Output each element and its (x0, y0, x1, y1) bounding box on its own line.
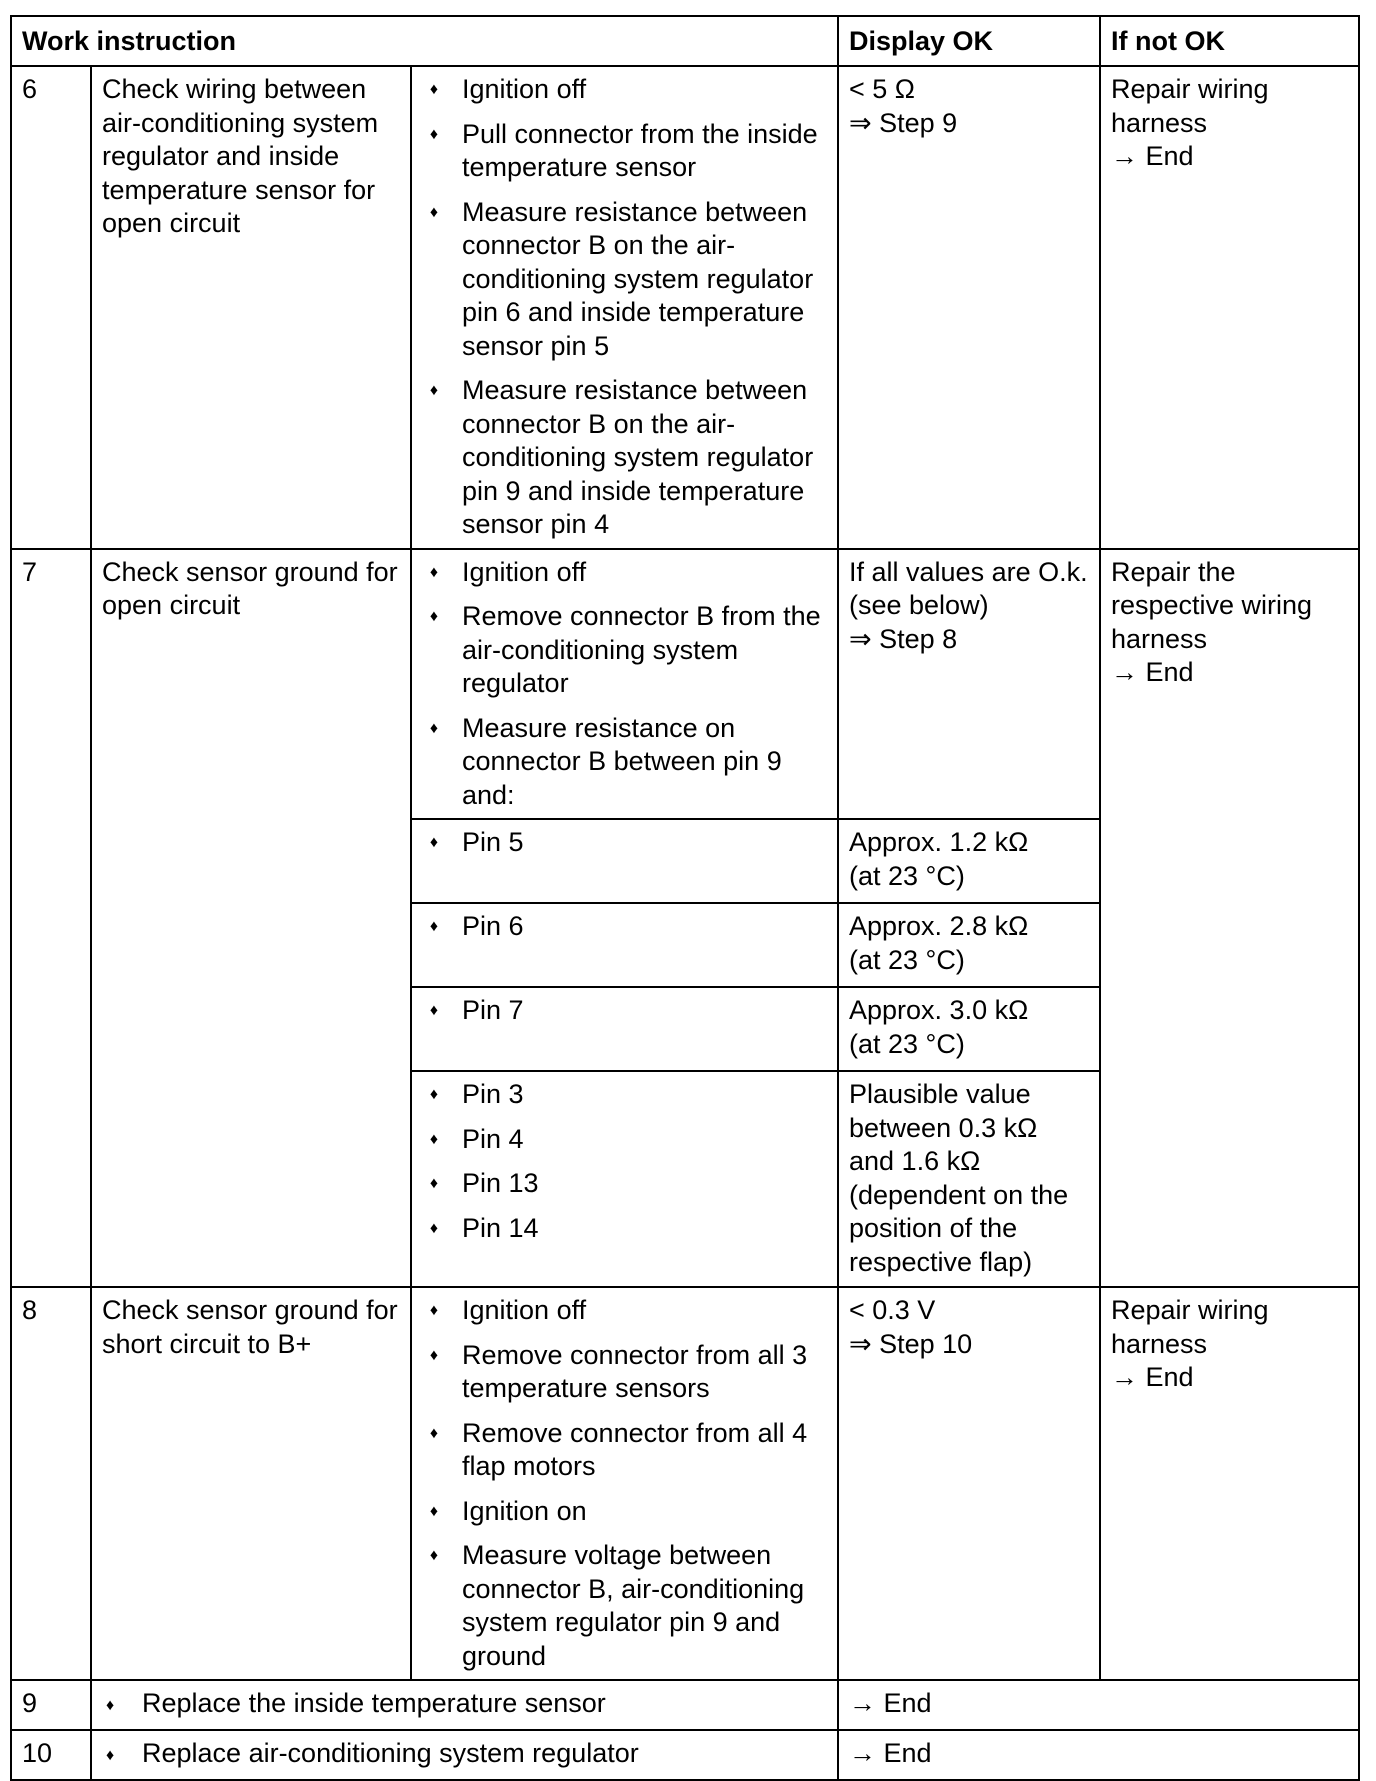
step-number: 6 (11, 66, 91, 549)
step-actions (411, 1287, 838, 1680)
pin-item: ♦ Pin 13 (422, 1167, 827, 1201)
diamond-bullet-icon: ♦ (429, 125, 439, 143)
action-item: ♦ Pull connector from the inside temperature sensor (422, 118, 827, 185)
if-not-ok-cell (1100, 549, 1359, 1288)
action-item: ♦ Remove connector from all 3 temperature sensors (422, 1339, 827, 1406)
display-ok-text: If all values are O.k. (849, 556, 1088, 587)
diamond-bullet-icon: ♦ (106, 1697, 115, 1714)
pin-item: ♦ Pin 7 (422, 994, 827, 1028)
if-not-ok-cell (1100, 1287, 1359, 1680)
display-ok-cell: → End (838, 1680, 1359, 1730)
if-not-ok-next: → End (1111, 657, 1194, 687)
display-ok-next-step: ⇒ Step 9 (849, 107, 958, 138)
header-row (11, 16, 1359, 66)
display-ok-cell (838, 66, 1100, 549)
pin-value: Plausible value between 0.3 kΩ and 1.6 kΩ (dependent on the position of the respective flap) (838, 1071, 1100, 1287)
step-number: 8 (11, 1287, 91, 1680)
step-number: 9 (11, 1680, 91, 1730)
if-not-ok-next: → End (1111, 1362, 1194, 1392)
diamond-bullet-icon: ♦ (429, 1502, 439, 1520)
diamond-bullet-icon: ♦ (429, 1346, 439, 1364)
step-description: Check wiring between air-conditioning system regulator and inside temperature sensor for open circuit (91, 66, 411, 549)
work-instruction-table (10, 15, 1360, 1781)
action-item: ♦ Ignition on (422, 1495, 827, 1529)
diamond-bullet-icon: ♦ (429, 1130, 439, 1148)
display-ok-cell (838, 549, 1100, 820)
diamond-bullet-icon: ♦ (429, 382, 439, 399)
display-ok-next-step: ⇒ Step 10 (849, 1328, 973, 1359)
action-item: ♦ Ignition off (422, 73, 827, 107)
step-actions (411, 549, 838, 820)
display-ok-value: < 0.3 V (849, 1295, 936, 1325)
display-ok-text: (see below) (849, 590, 989, 620)
pin-list (411, 987, 838, 1071)
diamond-bullet-icon: ♦ (429, 563, 439, 581)
header-display-ok: Display OK (838, 16, 1100, 66)
action-item: ♦ Measure resistance on connector B between pin 9 and: (422, 712, 827, 813)
pin-list (411, 1071, 838, 1287)
pin-value: Approx. 1.2 kΩ (at 23 °C) (838, 819, 1100, 903)
step-number: 7 (11, 549, 91, 1288)
diamond-bullet-icon: ♦ (429, 1424, 439, 1442)
pin-item: ♦ Pin 5 (422, 826, 827, 860)
pin-list (411, 819, 838, 903)
diamond-bullet-icon: ♦ (106, 1747, 115, 1764)
diamond-bullet-icon: ♦ (429, 608, 439, 625)
diamond-bullet-icon: ♦ (429, 203, 439, 221)
if-not-ok-text: Repair wiring harness (1111, 1295, 1269, 1359)
header-if-not-ok: If not OK (1100, 16, 1359, 66)
pin-value: Approx. 3.0 kΩ (at 23 °C) (838, 987, 1100, 1071)
step-description: Check sensor ground for open circuit (91, 549, 411, 1288)
step-description: Check sensor ground for short circuit to B+ (91, 1287, 411, 1680)
step-9-row (11, 1680, 1359, 1730)
step-action: ♦ Replace air-conditioning system regulator (91, 1730, 838, 1780)
diamond-bullet-icon: ♦ (429, 1547, 439, 1564)
header-work-instruction: Work instruction (11, 16, 838, 66)
action-item: ♦ Measure voltage between connector B, air-conditioning system regulator pin 9 and ground (422, 1539, 827, 1673)
step-8-row (11, 1287, 1359, 1680)
action-item: ♦ Remove connector B from the air-conditioning system regulator (422, 600, 827, 701)
diamond-bullet-icon: ♦ (429, 1175, 439, 1192)
action-item: ♦ Remove connector from all 4 flap motors (422, 1417, 827, 1484)
diamond-bullet-icon: ♦ (429, 1002, 439, 1019)
if-not-ok-text: Repair wiring harness (1111, 74, 1269, 138)
pin-item: ♦ Pin 4 (422, 1123, 827, 1157)
step-action: ♦ Replace the inside temperature sensor (91, 1680, 838, 1730)
pin-item: ♦ Pin 3 (422, 1078, 827, 1112)
pin-list (411, 903, 838, 987)
diamond-bullet-icon: ♦ (429, 1219, 439, 1237)
action-item: ♦ Ignition off (422, 1294, 827, 1328)
diamond-bullet-icon: ♦ (429, 918, 439, 935)
step-10-row (11, 1730, 1359, 1780)
display-ok-cell: → End (838, 1730, 1359, 1780)
diamond-bullet-icon: ♦ (429, 81, 439, 98)
step-actions (411, 66, 838, 549)
action-item: ♦ Measure resistance between connector B on the air-conditioning system regulator pin 9 and inside temperature sensor pin 4 (422, 374, 827, 542)
diamond-bullet-icon: ♦ (429, 834, 439, 851)
action-item: ♦ Measure resistance between connector B on the air-conditioning system regulator pin 6 and inside temperature sensor pin 5 (422, 196, 827, 364)
step-7-row (11, 549, 1359, 820)
display-ok-cell (838, 1287, 1100, 1680)
pin-item: ♦ Pin 14 (422, 1212, 827, 1246)
diamond-bullet-icon: ♦ (429, 1086, 439, 1103)
action-item: ♦ Ignition off (422, 556, 827, 590)
if-not-ok-next: → End (1111, 141, 1194, 171)
diamond-bullet-icon: ♦ (429, 1302, 439, 1319)
step-number: 10 (11, 1730, 91, 1780)
if-not-ok-text: Repair the respective wiring harness (1111, 556, 1313, 654)
pin-item: ♦ Pin 6 (422, 910, 827, 944)
step-6-row (11, 66, 1359, 549)
diamond-bullet-icon: ♦ (429, 719, 439, 737)
display-ok-value: < 5 Ω (849, 74, 915, 104)
if-not-ok-cell (1100, 66, 1359, 549)
display-ok-next-step: ⇒ Step 8 (849, 623, 958, 654)
pin-value: Approx. 2.8 kΩ (at 23 °C) (838, 903, 1100, 987)
